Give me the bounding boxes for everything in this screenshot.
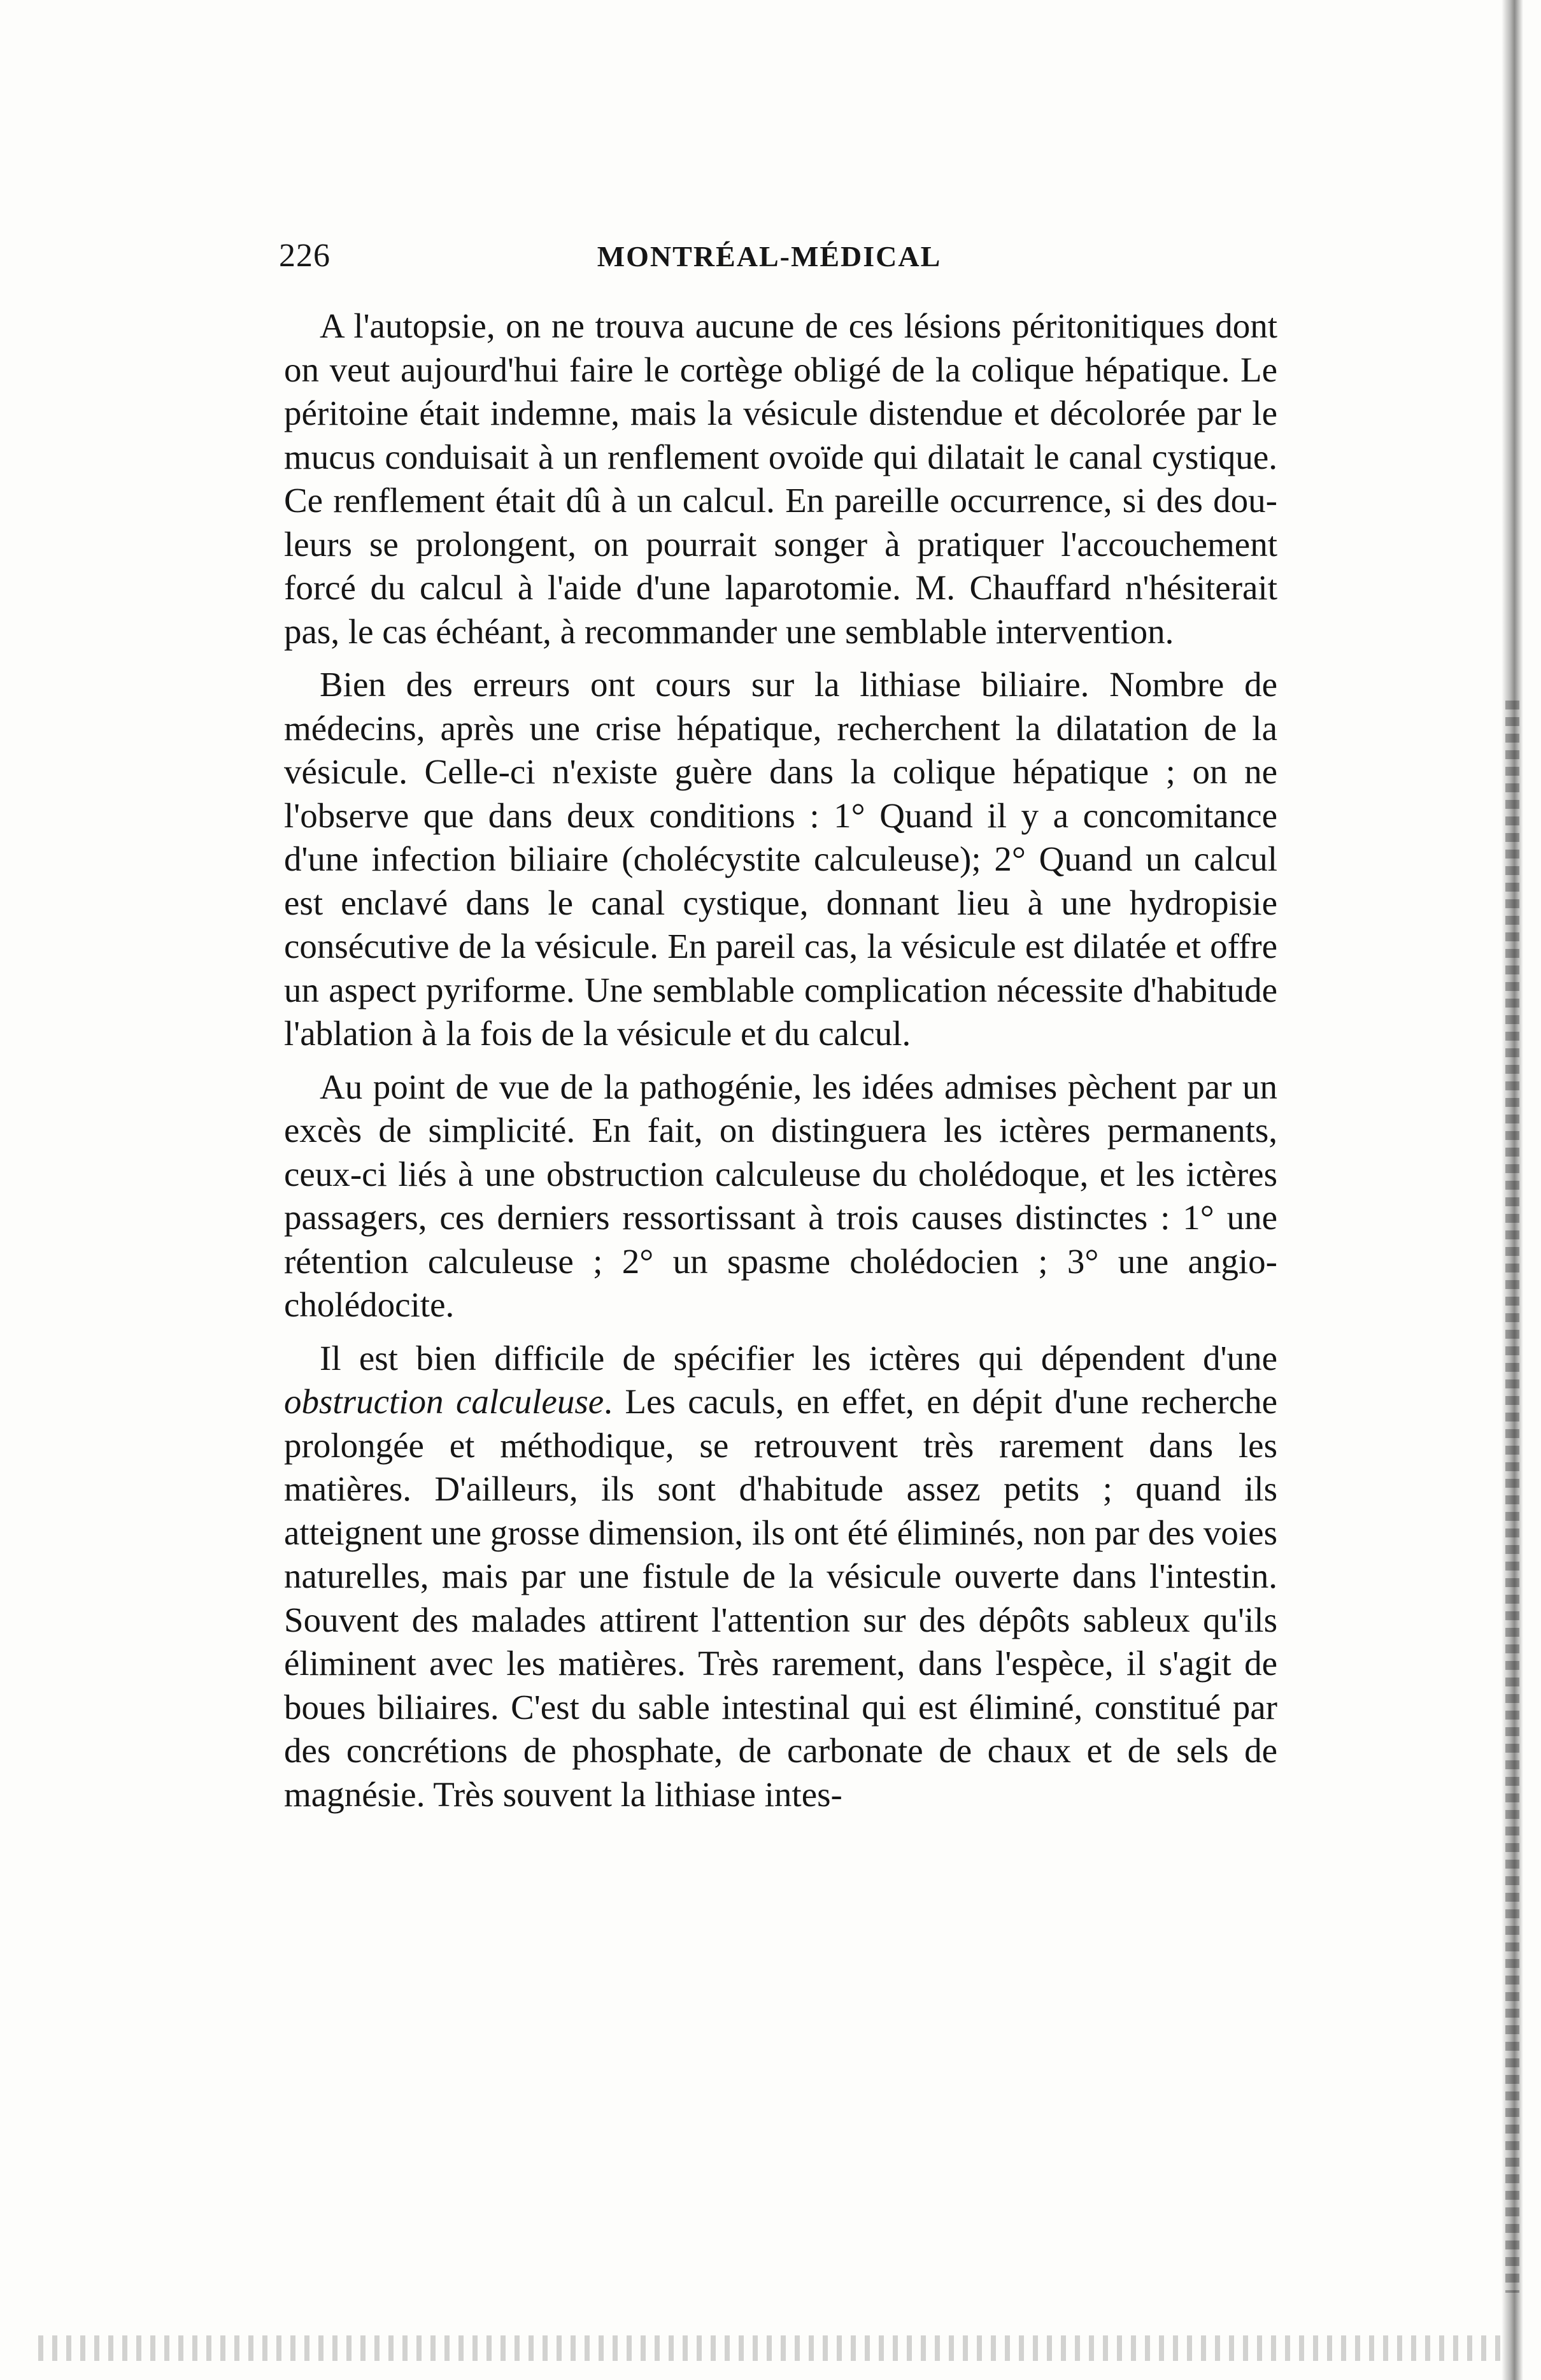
scan-edge-noise-bottom: [38, 2335, 1503, 2361]
paragraph-4: [284, 1337, 1277, 1817]
page-number: 226: [279, 238, 330, 274]
paragraph-4-text-start: Il est bien difficile de spécifier les ictères qui dépendent d'une: [320, 1338, 1277, 1378]
body-text: [284, 304, 1277, 1826]
scan-edge-noise-right: [1505, 701, 1519, 2293]
paragraph-3: Au point de vue de la pathogénie, les idées admises pèchent par un excès de simplicité. En fait, on distinguera les ictères permanents, ceux-ci liés à une obstruction calculeuse du cholédoque, et les ictères passagers, ces derniers ressortissant à trois causes distinctes : 1° une rétention calculeuse ; 2° un spasme cholédocien ; 3° une angio-cholédocite.: [284, 1067, 1277, 1324]
page-header: [279, 237, 1272, 288]
paragraph-2: Bien des erreurs ont cours sur la lithiase biliaire. Nombre de médecins, après une crise hépatique, recherchent la dilatation de la vésicule. Celle-ci n'existe guère dans la colique hépatique ; on ne l'observe que dans deux conditions : 1° Quand il y a concomitance d'une infection biliaire (cholécystite calculeuse); 2° Quand un calcul est enclavé dans le canal cystique, donnant lieu à une hydropisie consécutive de la vésicule. En pareil cas, la vésicule est dilatée et offre un aspect pyriforme. Une semblable complication nécessite d'habitude l'ablation à la fois de la vésicule et du calcul.: [284, 665, 1277, 1053]
paragraph-4-emphasis: obstruction calculeuse: [284, 1382, 604, 1421]
paragraph-4-text-end: . Les caculs, en effet, en dépit d'une recherche prolongée et méthodique, se retrouvent très rarement dans les matières. D'ailleurs, ils sont d'habitude assez petits ; quand ils atteignent une grosse dimension, ils ont été éliminés, non par des voies naturelles, mais par une fistule de la vésicule ouverte dans l'intestin. Souvent des malades attirent l'attention sur des dépôts sableux qu'ils éliminent avec les matières. Très rarement, dans l'espèce, il s'agit de boues biliaires. C'est du sable intestinal qui est éliminé, constitué par des concrétions de phosphate, de carbonate de chaux et de sels de magnésie. Très souvent la lithiase intes-: [284, 1382, 1277, 1814]
paragraph-1: A l'autopsie, on ne trouva aucune de ces lésions péritonitiques dont on veut aujourd'hui faire le cortège obligé de la colique hépatique. Le péritoine était indemne, mais la vésicule distendue et décolorée par le mucus conduisait à un renflement ovoïde qui dilatait le canal cystique. Ce renflement était dû à un calcul. En pareille occurrence, si des douleurs se prolongent, on pourrait songer à pratiquer l'accouchement forcé du calcul à l'aide d'une laparotomie. M. Chauffard n'hésiterait pas, le cas échéant, à recommander une semblable intervention.: [284, 306, 1277, 651]
running-title: MONTRÉAL-MÉDICAL: [597, 240, 942, 273]
